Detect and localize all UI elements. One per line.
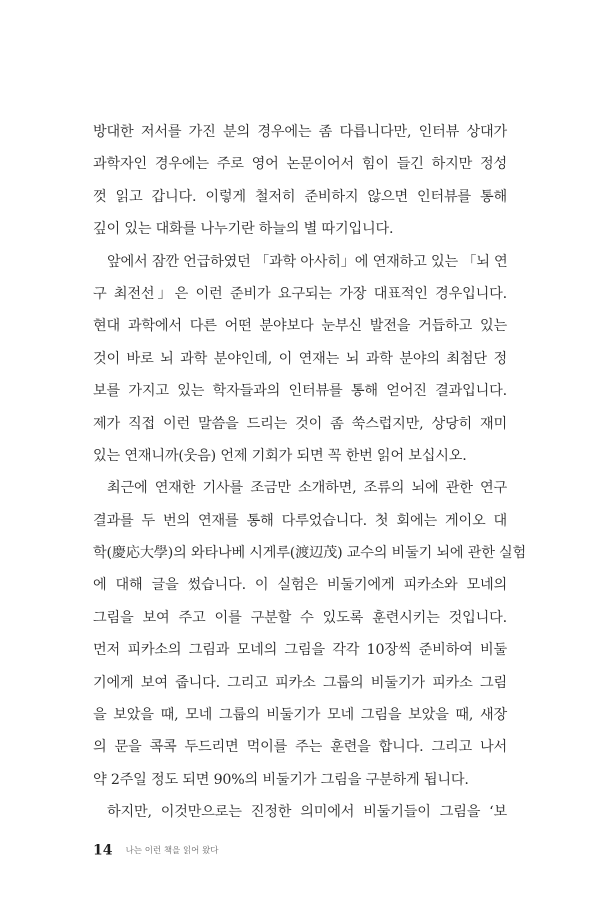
body-text <box>93 116 527 829</box>
text-line: 하지만, 이것만으로는 진정한 의미에서 비둘기들이 그림을 ‘보 <box>107 804 507 821</box>
text-line: 먼저 피카소의 그림과 모네의 그림을 각각 10장씩 준비하여 비둘 <box>93 642 507 659</box>
text-line: 구 최전선」은 이런 준비가 요구되는 가장 대표적인 경우입니다. <box>93 285 507 302</box>
text-line: 결과를 두 번의 연재를 통해 다루었습니다. 첫 회에는 게이오 대 <box>93 512 507 529</box>
text-line: 과학자인 경우에는 주로 영어 논문이어서 힘이 들긴 하지만 정성 <box>93 156 507 173</box>
text-line: 껏 읽고 갑니다. 이렇게 철저히 준비하지 않으면 인터뷰를 통해 <box>93 188 507 205</box>
running-title: 나는 이런 책을 읽어 왔다 <box>125 845 219 856</box>
text-line: 것이 바로 뇌 과학 분야인데, 이 연재는 뇌 과학 분야의 최첨단 정 <box>93 350 507 367</box>
text-line: 깊이 있는 대화를 나누기란 하늘의 별 따기입니다. <box>93 221 394 238</box>
text-line: 앞에서 잠깐 언급하였던 「과학 아사히」에 연재하고 있는 「뇌 연 <box>107 253 508 270</box>
text-line: 학(慶応大學)의 와타나베 시게루(渡辺茂) 교수의 비둘기 뇌에 관한 실험 <box>93 545 527 562</box>
text-line: 최근에 연재한 기사를 조금만 소개하면, 조류의 뇌에 관한 연구 <box>107 480 507 497</box>
page-footer <box>93 840 219 860</box>
text-line: 방대한 저서를 가진 분의 경우에는 좀 다릅니다만, 인터뷰 상대가 <box>93 124 507 140</box>
text-line: 그림을 보여 주고 이를 구분할 수 있도록 훈련시키는 것입니다. <box>93 609 507 626</box>
text-line: 보를 가지고 있는 학자들과의 인터뷰를 통해 얻어진 결과입니다. <box>93 383 507 400</box>
text-line: 있는 연재니까(웃음) 언제 기회가 되면 꼭 한번 읽어 보십시오. <box>93 447 467 464</box>
text-line: 제가 직접 이런 말씀을 드리는 것이 좀 쑥스럽지만, 상당히 재미 <box>93 415 507 432</box>
text-line: 을 보았을 때, 모네 그룹의 비둘기가 모네 그림을 보았을 때, 새장 <box>93 707 507 724</box>
text-line: 약 2주일 정도 되면 90%의 비둘기가 그림을 구분하게 됩니다. <box>93 771 469 788</box>
text-line: 의 문을 콕콕 두드리면 먹이를 주는 훈련을 합니다. 그리고 나서 <box>93 739 507 756</box>
text-line: 기에게 보여 줍니다. 그리고 피카소 그룹의 비둘기가 피카소 그림 <box>93 674 507 691</box>
page-number: 14 <box>93 842 113 859</box>
text-line: 에 대해 글을 썼습니다. 이 실험은 비둘기에게 피카소와 모네의 <box>93 577 507 594</box>
text-line: 현대 과학에서 다른 어떤 분야보다 눈부신 발전을 거듭하고 있는 <box>93 318 507 335</box>
